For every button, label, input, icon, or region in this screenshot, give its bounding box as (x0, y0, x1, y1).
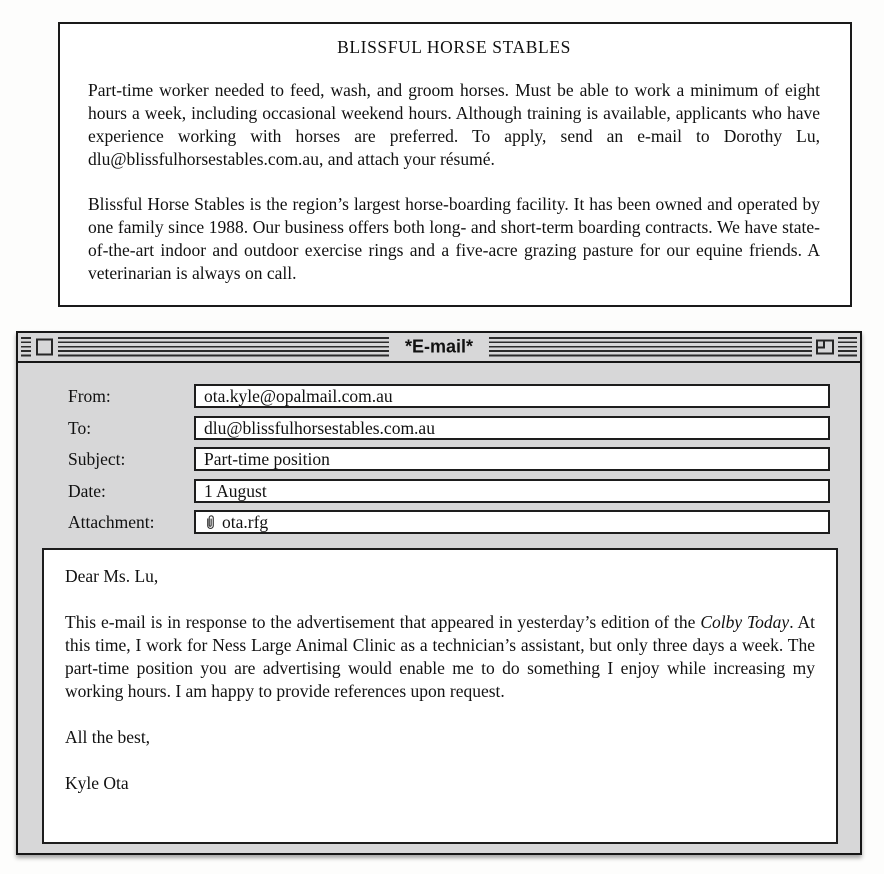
field-row-attachment (18, 510, 860, 534)
field-row-subject (18, 447, 860, 471)
zoom-button[interactable] (816, 340, 834, 355)
message-body[interactable] (42, 548, 838, 844)
field-row-to (18, 416, 860, 440)
signature: Kyle Ota (65, 773, 129, 793)
closing: All the best, (65, 727, 151, 747)
subject-input[interactable] (194, 447, 830, 471)
email-window (16, 331, 862, 855)
message-paragraph (65, 611, 815, 703)
subject-value: Part-time position (204, 449, 330, 469)
ad-paragraph-1: Part-time worker needed to feed, wash, and groom horses. Must be able to work a minimum of eight hours a week, including occasional weekend hours. Although training is available, applicants who have experience working with horses are preferred. To apply, send an e-mail to Dorothy Lu, dlu@blissfulhorsestables.com.au, and attach your résumé. (88, 80, 820, 169)
paperclip-icon (204, 514, 217, 531)
attachment-label: Attachment: (68, 512, 155, 532)
ad-paragraph-2: Blissful Horse Stables is the region’s largest horse-boarding facility. It has been owned and operated by one family since 1988. Our business offers both long- and short-term boarding contracts. We have state-of-the-art indoor and outdoor exercise rings and a five-acre grazing pasture for our equine friends. A veterinarian is always on call. (88, 194, 820, 283)
from-input[interactable] (194, 384, 830, 408)
message-paragraph-part-1: This e-mail is in response to the advertisement that appeared in yesterday’s edition of the (65, 612, 701, 632)
date-input[interactable] (194, 479, 830, 503)
close-button[interactable] (36, 339, 53, 356)
to-label: To: (68, 418, 92, 438)
field-row-date (18, 479, 860, 503)
attachment-value: ota.rfg (222, 512, 269, 532)
from-label: From: (68, 386, 111, 406)
attachment-input[interactable] (194, 510, 830, 534)
title-bar (18, 333, 860, 363)
field-row-from (18, 384, 860, 408)
from-value: ota.kyle@opalmail.com.au (204, 386, 393, 406)
window-title: *E-mail* (389, 337, 489, 358)
subject-label: Subject: (68, 449, 126, 469)
newspaper-name: Colby Today (700, 612, 790, 632)
date-label: Date: (68, 481, 106, 501)
job-ad-box (58, 22, 852, 307)
to-value: dlu@blissfulhorsestables.com.au (204, 418, 435, 438)
message-paragraph-part-2: . At this time, I work for Ness Large Animal Clinic as a technician’s assistant, but only three days a week. The part-time position you are advertising would enable me to do something I enjoy while increasing my working hours. I am happy to provide references upon request. (65, 612, 816, 701)
zoom-button-inner (816, 340, 825, 349)
ad-title: BLISSFUL HORSE STABLES (337, 37, 571, 57)
date-value: 1 August (204, 481, 267, 501)
salutation: Dear Ms. Lu, (65, 566, 159, 586)
to-input[interactable] (194, 416, 830, 440)
